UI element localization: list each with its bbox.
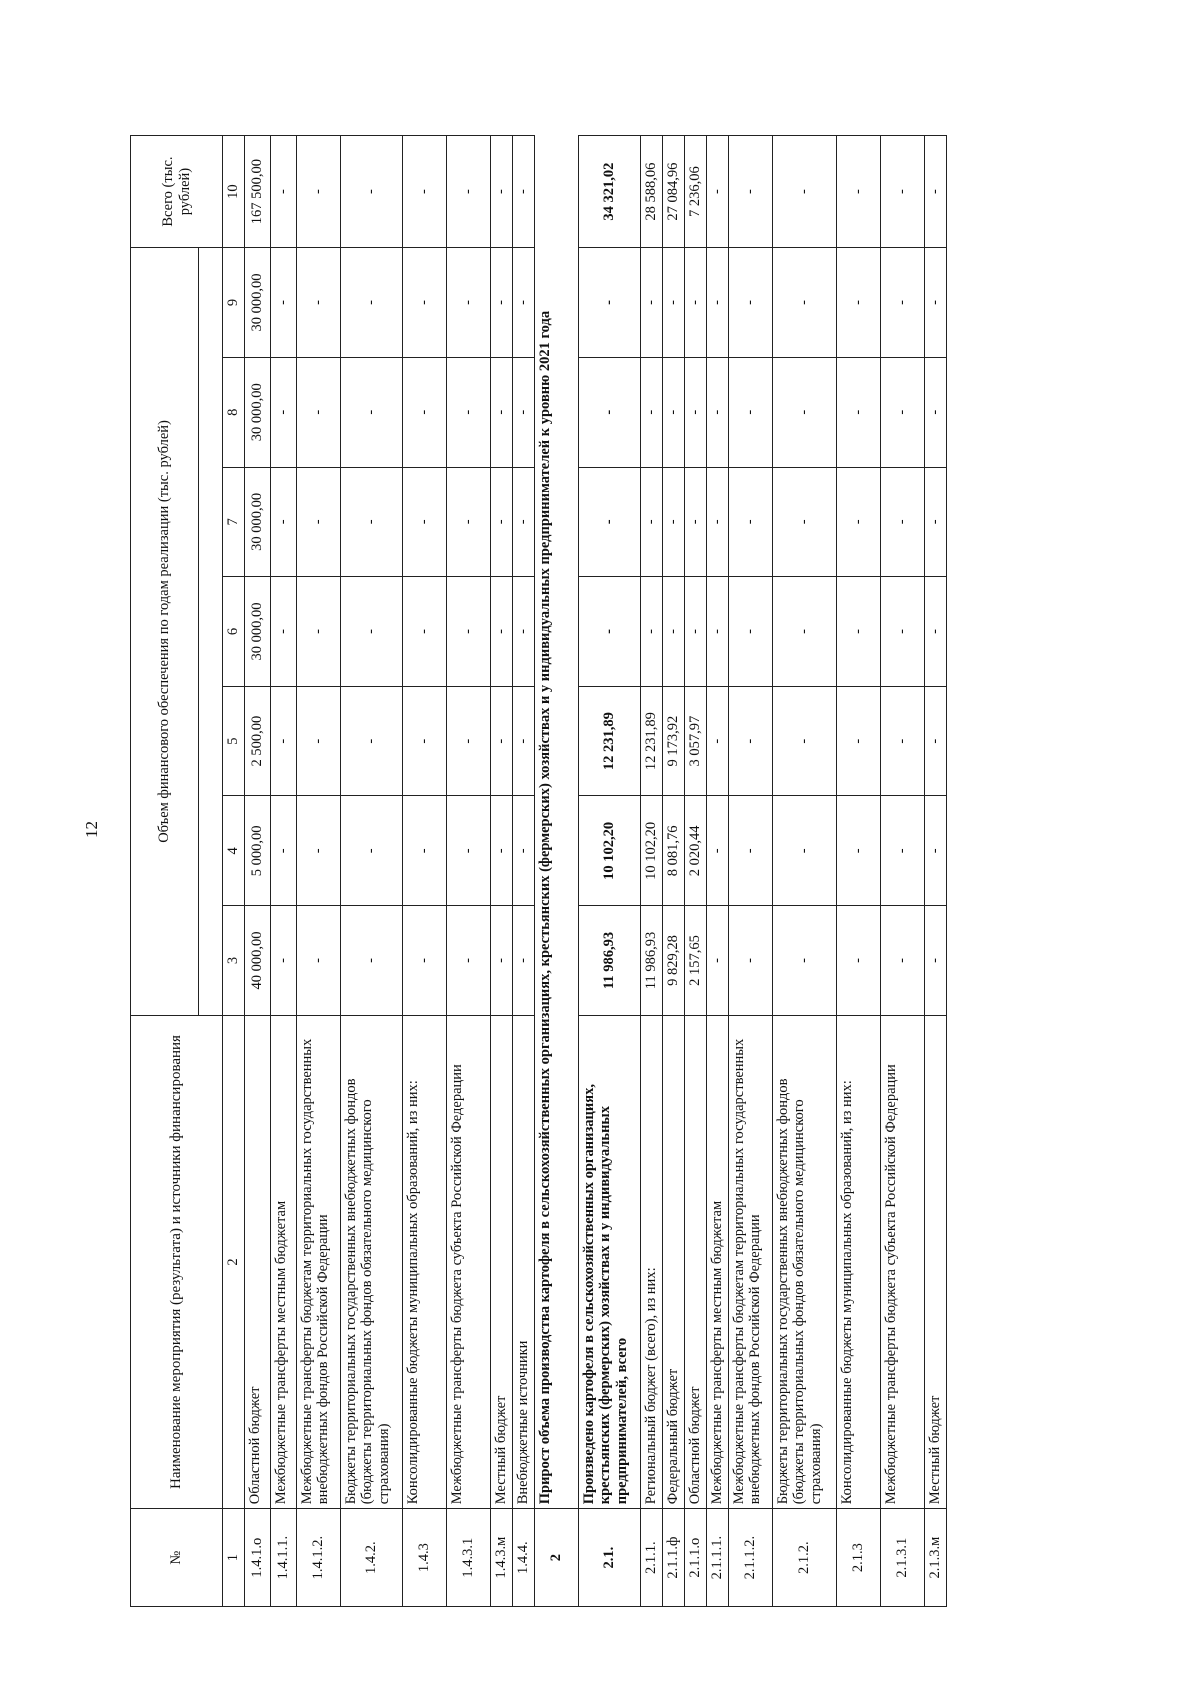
row-value: - bbox=[924, 248, 946, 358]
row-value: - bbox=[924, 577, 946, 687]
row-value: - bbox=[490, 577, 512, 687]
row-name: Межбюджетные трансферты бюджета субъекта Российской Федерации bbox=[880, 1015, 924, 1508]
row-value: 9 829,28 bbox=[662, 906, 684, 1016]
row-value: - bbox=[706, 686, 728, 796]
row-value: - bbox=[578, 467, 640, 577]
section-title: Прирост объема производства картофеля в сельскохозяйственных организациях, крестьянских (фермерских) хозяйствах и у индивидуальных предпринимателей к уровню 2021 года bbox=[534, 136, 578, 1509]
row-value: - bbox=[662, 248, 684, 358]
header-name: Наименование мероприятия (результата) и источники финансирования bbox=[131, 1015, 223, 1508]
row-value: - bbox=[662, 577, 684, 687]
row-value: - bbox=[490, 248, 512, 358]
row-value: - bbox=[640, 248, 662, 358]
header-index-cell: 10 bbox=[223, 136, 245, 248]
row-value: - bbox=[772, 686, 836, 796]
row-code: 2.1.3.1 bbox=[880, 1509, 924, 1607]
table-row bbox=[340, 136, 402, 1607]
row-value: - bbox=[490, 357, 512, 467]
row-code: 1.4.1.о bbox=[244, 1509, 270, 1607]
row-value: - bbox=[836, 906, 880, 1016]
row-value: - bbox=[402, 248, 446, 358]
row-total: - bbox=[836, 136, 880, 248]
row-value: 30 000,00 bbox=[244, 357, 270, 467]
row-value: - bbox=[446, 357, 490, 467]
row-name: Консолидированные бюджеты муниципальных образований, из них: bbox=[836, 1015, 880, 1508]
funding-table bbox=[130, 135, 947, 1607]
row-value: 10 102,20 bbox=[578, 796, 640, 906]
table-row bbox=[684, 136, 706, 1607]
table-row bbox=[924, 136, 946, 1607]
row-total: - bbox=[772, 136, 836, 248]
table-row bbox=[296, 136, 340, 1607]
row-value: - bbox=[662, 467, 684, 577]
row-value: - bbox=[402, 467, 446, 577]
row-value: - bbox=[684, 248, 706, 358]
row-value: - bbox=[640, 467, 662, 577]
row-value: - bbox=[270, 577, 296, 687]
row-name: Внебюджетные источники bbox=[512, 1015, 534, 1508]
row-name: Областной бюджет bbox=[244, 1015, 270, 1508]
row-value: - bbox=[836, 577, 880, 687]
table-row bbox=[662, 136, 684, 1607]
header-total: Всего (тыс. рублей) bbox=[131, 136, 223, 248]
row-value: - bbox=[578, 577, 640, 687]
row-name: Межбюджетные трансферты местным бюджетам bbox=[706, 1015, 728, 1508]
row-total: - bbox=[340, 136, 402, 248]
table-row bbox=[512, 136, 534, 1607]
row-code: 1.4.3.1 bbox=[446, 1509, 490, 1607]
row-value: - bbox=[924, 357, 946, 467]
row-value: - bbox=[662, 357, 684, 467]
row-value: - bbox=[296, 796, 340, 906]
row-code: 2.1.1.о bbox=[684, 1509, 706, 1607]
row-value: - bbox=[446, 248, 490, 358]
row-total: - bbox=[924, 136, 946, 248]
row-value: - bbox=[490, 686, 512, 796]
row-value: - bbox=[446, 796, 490, 906]
header-funding: Объем финансового обеспечения по годам реализации (тыс. рублей) bbox=[131, 248, 199, 1016]
row-value: - bbox=[880, 796, 924, 906]
row-code: 2.1.1.2. bbox=[728, 1509, 772, 1607]
row-value: - bbox=[924, 906, 946, 1016]
row-value: - bbox=[296, 467, 340, 577]
row-value: - bbox=[340, 577, 402, 687]
row-value: - bbox=[640, 357, 662, 467]
row-value: - bbox=[706, 357, 728, 467]
row-value: - bbox=[728, 796, 772, 906]
row-value: - bbox=[340, 686, 402, 796]
table-row bbox=[270, 136, 296, 1607]
table-row bbox=[706, 136, 728, 1607]
row-total: 7 236,06 bbox=[684, 136, 706, 248]
table-row bbox=[772, 136, 836, 1607]
row-value: - bbox=[402, 906, 446, 1016]
row-code: 2.1.1.ф bbox=[662, 1509, 684, 1607]
row-value: - bbox=[512, 248, 534, 358]
row-value: - bbox=[684, 467, 706, 577]
row-value: 8 081,76 bbox=[662, 796, 684, 906]
row-total: 28 588,06 bbox=[640, 136, 662, 248]
row-value: 12 231,89 bbox=[640, 686, 662, 796]
row-value: - bbox=[880, 577, 924, 687]
row-name: Бюджеты территориальных государственных внебюджетных фондов (бюджеты территориальных фондов обязательного медицинского страхования) bbox=[772, 1015, 836, 1508]
row-name: Межбюджетные трансферты бюджетам территориальных государственных внебюджетных фондов Российской Федерации bbox=[728, 1015, 772, 1508]
row-value: - bbox=[880, 686, 924, 796]
row-value: - bbox=[578, 248, 640, 358]
header-index-cell: 1 bbox=[223, 1509, 245, 1607]
section-code: 2 bbox=[534, 1509, 578, 1607]
row-total: - bbox=[402, 136, 446, 248]
header-index-cell: 2 bbox=[223, 1015, 245, 1508]
row-value: 40 000,00 bbox=[244, 906, 270, 1016]
row-value: - bbox=[640, 577, 662, 687]
header-index-row bbox=[223, 136, 245, 1607]
row-value: - bbox=[728, 577, 772, 687]
row-value: - bbox=[728, 357, 772, 467]
row-value: - bbox=[924, 796, 946, 906]
table-header bbox=[131, 136, 245, 1607]
section-row bbox=[534, 136, 578, 1607]
row-value: - bbox=[772, 467, 836, 577]
row-value: 10 102,20 bbox=[640, 796, 662, 906]
row-value: 11 986,93 bbox=[640, 906, 662, 1016]
row-value: - bbox=[706, 577, 728, 687]
row-value: - bbox=[728, 467, 772, 577]
row-value: - bbox=[772, 248, 836, 358]
table-body bbox=[244, 136, 946, 1607]
row-total: - bbox=[490, 136, 512, 248]
header-index-cell: 7 bbox=[223, 467, 245, 577]
row-code: 1.4.3 bbox=[402, 1509, 446, 1607]
row-value: - bbox=[296, 577, 340, 687]
row-value: - bbox=[728, 906, 772, 1016]
row-name: Межбюджетные трансферты бюджета субъекта Российской Федерации bbox=[446, 1015, 490, 1508]
row-value: 2 020,44 bbox=[684, 796, 706, 906]
row-value: 30 000,00 bbox=[244, 577, 270, 687]
header-index-cell: 3 bbox=[223, 906, 245, 1016]
table-row bbox=[836, 136, 880, 1607]
row-value: - bbox=[728, 686, 772, 796]
row-value: - bbox=[446, 577, 490, 687]
row-total: - bbox=[728, 136, 772, 248]
row-value: - bbox=[270, 248, 296, 358]
row-value: - bbox=[340, 467, 402, 577]
row-name: Произведено картофеля в сельскохозяйственных организациях, крестьянских (фермерских) хозяйствах и у индивидуальных предпринимателей, всего bbox=[578, 1015, 640, 1508]
row-value: - bbox=[880, 906, 924, 1016]
row-value: - bbox=[836, 467, 880, 577]
row-value: - bbox=[296, 248, 340, 358]
row-code: 2.1.3.м bbox=[924, 1509, 946, 1607]
row-value: - bbox=[490, 796, 512, 906]
row-value: 2 157,65 bbox=[684, 906, 706, 1016]
row-value: - bbox=[512, 906, 534, 1016]
row-name: Местный бюджет bbox=[924, 1015, 946, 1508]
row-value: - bbox=[836, 686, 880, 796]
row-name: Федеральный бюджет bbox=[662, 1015, 684, 1508]
header-index-cell: 8 bbox=[223, 357, 245, 467]
row-code: 1.4.4. bbox=[512, 1509, 534, 1607]
row-value: - bbox=[270, 686, 296, 796]
row-value: - bbox=[684, 577, 706, 687]
table-row bbox=[728, 136, 772, 1607]
row-value: 12 231,89 bbox=[578, 686, 640, 796]
row-code: 1.4.3.м bbox=[490, 1509, 512, 1607]
row-value: - bbox=[924, 686, 946, 796]
row-name: Межбюджетные трансферты местным бюджетам bbox=[270, 1015, 296, 1508]
row-value: - bbox=[296, 906, 340, 1016]
row-value: - bbox=[490, 906, 512, 1016]
row-value: - bbox=[924, 467, 946, 577]
header-number: № bbox=[131, 1509, 223, 1607]
table-row bbox=[446, 136, 490, 1607]
row-value: - bbox=[446, 686, 490, 796]
row-value: - bbox=[836, 357, 880, 467]
table-row bbox=[880, 136, 924, 1607]
row-value: - bbox=[402, 577, 446, 687]
row-code: 1.4.1.2. bbox=[296, 1509, 340, 1607]
row-code: 2.1.1. bbox=[640, 1509, 662, 1607]
row-code: 1.4.2. bbox=[340, 1509, 402, 1607]
row-code: 2.1.1.1. bbox=[706, 1509, 728, 1607]
row-value: - bbox=[340, 796, 402, 906]
row-value: - bbox=[836, 796, 880, 906]
row-value: - bbox=[684, 357, 706, 467]
row-value: - bbox=[340, 357, 402, 467]
row-value: 11 986,93 bbox=[578, 906, 640, 1016]
row-value: - bbox=[728, 248, 772, 358]
row-value: - bbox=[270, 357, 296, 467]
row-value: - bbox=[296, 686, 340, 796]
row-total: 167 500,00 bbox=[244, 136, 270, 248]
row-total: - bbox=[296, 136, 340, 248]
row-value: - bbox=[402, 357, 446, 467]
row-total: - bbox=[512, 136, 534, 248]
row-value: - bbox=[772, 796, 836, 906]
header-index-cell: 9 bbox=[223, 248, 245, 358]
row-name: Местный бюджет bbox=[490, 1015, 512, 1508]
row-name: Региональный бюджет (всего), из них: bbox=[640, 1015, 662, 1508]
row-name: Консолидированные бюджеты муниципальных образований, из них: bbox=[402, 1015, 446, 1508]
row-value: - bbox=[836, 248, 880, 358]
table-row bbox=[490, 136, 512, 1607]
row-value: 3 057,97 bbox=[684, 686, 706, 796]
row-code: 1.4.1.1. bbox=[270, 1509, 296, 1607]
row-total: 34 321,02 bbox=[578, 136, 640, 248]
row-value: - bbox=[340, 906, 402, 1016]
header-index-cell: 6 bbox=[223, 577, 245, 687]
row-value: - bbox=[340, 248, 402, 358]
row-value: - bbox=[706, 467, 728, 577]
row-code: 2.1.2. bbox=[772, 1509, 836, 1607]
row-value: - bbox=[706, 796, 728, 906]
row-value: - bbox=[512, 467, 534, 577]
row-value: - bbox=[512, 577, 534, 687]
header-index-cell: 5 bbox=[223, 686, 245, 796]
row-value: - bbox=[446, 906, 490, 1016]
row-value: 9 173,92 bbox=[662, 686, 684, 796]
row-value: - bbox=[512, 686, 534, 796]
row-total: - bbox=[880, 136, 924, 248]
row-value: - bbox=[490, 467, 512, 577]
row-code: 2.1.3 bbox=[836, 1509, 880, 1607]
table-row bbox=[402, 136, 446, 1607]
row-value: 5 000,00 bbox=[244, 796, 270, 906]
row-value: - bbox=[402, 686, 446, 796]
table-row bbox=[640, 136, 662, 1607]
row-value: - bbox=[402, 796, 446, 906]
row-value: - bbox=[270, 906, 296, 1016]
row-name: Бюджеты территориальных государственных внебюджетных фондов (бюджеты территориальных фондов обязательного медицинского страхования) bbox=[340, 1015, 402, 1508]
row-value: - bbox=[880, 467, 924, 577]
row-total: - bbox=[270, 136, 296, 248]
table-row bbox=[244, 136, 270, 1607]
row-value: - bbox=[446, 467, 490, 577]
row-total: - bbox=[706, 136, 728, 248]
row-value: - bbox=[270, 467, 296, 577]
row-value: - bbox=[772, 577, 836, 687]
row-value: - bbox=[880, 357, 924, 467]
row-value: - bbox=[512, 357, 534, 467]
row-total: - bbox=[446, 136, 490, 248]
row-code: 2.1. bbox=[578, 1509, 640, 1607]
row-value: - bbox=[578, 357, 640, 467]
row-value: - bbox=[706, 906, 728, 1016]
row-name: Межбюджетные трансферты бюджетам территориальных государственных внебюджетных фондов Российской Федерации bbox=[296, 1015, 340, 1508]
header-index-cell: 4 bbox=[223, 796, 245, 906]
row-value: - bbox=[772, 357, 836, 467]
row-value: - bbox=[772, 906, 836, 1016]
row-value: - bbox=[706, 248, 728, 358]
row-value: 30 000,00 bbox=[244, 467, 270, 577]
row-value: - bbox=[296, 357, 340, 467]
row-value: - bbox=[512, 796, 534, 906]
page-number: 12 bbox=[82, 821, 101, 838]
rotated-table-wrapper bbox=[130, 135, 1200, 1607]
row-name: Областной бюджет bbox=[684, 1015, 706, 1508]
table-row bbox=[578, 136, 640, 1607]
row-value: 2 500,00 bbox=[244, 686, 270, 796]
row-value: - bbox=[270, 796, 296, 906]
row-value: 30 000,00 bbox=[244, 248, 270, 358]
row-total: 27 084,96 bbox=[662, 136, 684, 248]
row-value: - bbox=[880, 248, 924, 358]
